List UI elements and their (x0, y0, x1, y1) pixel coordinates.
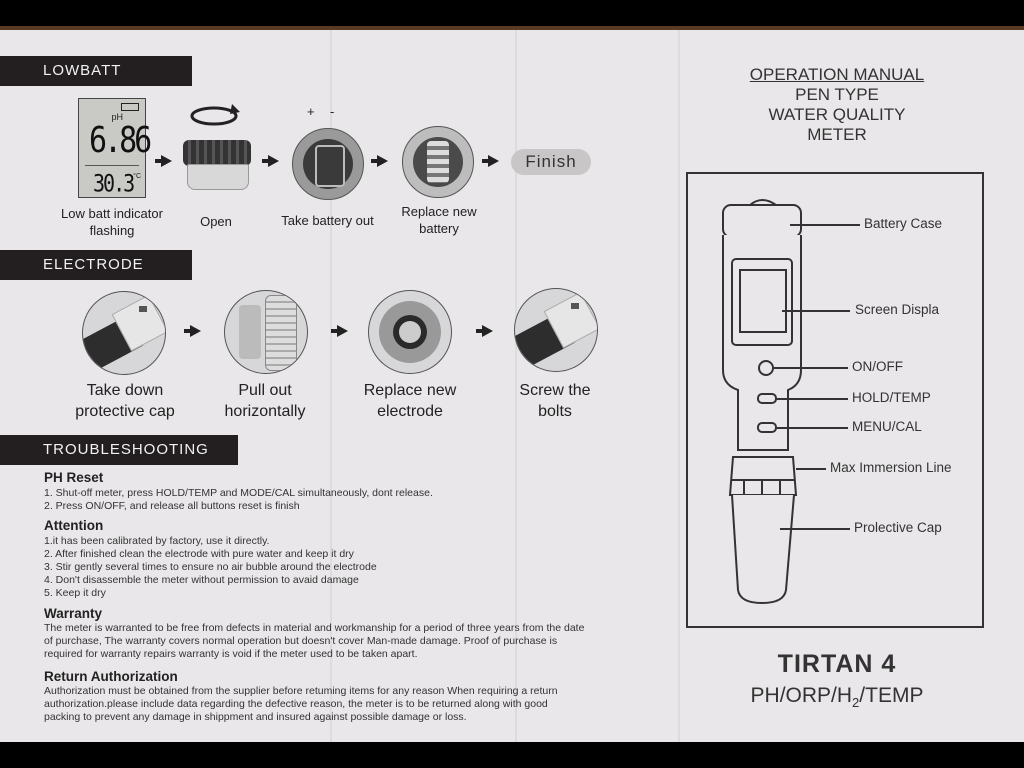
lcd-divider (85, 165, 139, 166)
new-battery-illustration (402, 126, 474, 198)
electrode-header: ELECTRODE (0, 250, 192, 280)
battery-case-label: Battery Case (864, 216, 943, 231)
step-low-batt-caption: Low batt indicator flashing (61, 206, 163, 238)
protective-cap-label: Prolective Cap (854, 520, 942, 535)
callout-line (776, 398, 848, 400)
warranty-text: The meter is warranted to be free from defects in material and workmanship for a period of three years from the date of purchase, The warranty covers normal operation but doesn't cover Man-made damage. Proof of purchase is required for warranty repairs warranty is void if the meter used to be taken apart. (44, 622, 585, 660)
step-replace-electrode-caption: Replace new electrode (363, 382, 457, 420)
screw-bolts-illustration (514, 288, 598, 372)
fold-line (678, 30, 680, 742)
screen-label: Screen Displa (855, 302, 940, 317)
product-name: TIRTAN 4 (777, 650, 897, 678)
lcd-display (78, 98, 150, 198)
callout-line (774, 367, 848, 369)
arrow-icon (337, 325, 348, 337)
return-auth-heading: Return Authorization (44, 669, 178, 684)
step-replace-battery-caption: Replace new battery (401, 204, 477, 236)
attention-heading: Attention (44, 518, 104, 533)
arrow-icon (190, 325, 201, 337)
arrow-icon (377, 155, 388, 167)
callout-line (780, 528, 850, 530)
finish-badge: Finish (511, 149, 591, 175)
return-auth-text: Authorization must be obtained from the supplier before retuming items for any reason When requiring a return authorization.please include data regarding the defective reason, the meter is to be returned along with good packing to prevent any damage in shippment and insured against possible damage or loss. (44, 685, 558, 723)
lowbatt-header: LOWBATT (0, 56, 192, 86)
attention-text: 1.it has been calibrated by factory, use it directly. 2. After finished clean the electrode with pure water and keep it dry 3. Stir gently several times to ensure no air bubble around the electrode 4. Don't disassemble the meter without permission to avaid damage 5. Keep it dry (44, 535, 377, 599)
replace-electrode-illustration (368, 290, 452, 374)
callout-line (796, 468, 826, 470)
temp-value: 30.3 (93, 168, 134, 198)
minus-sign: - (330, 104, 335, 119)
temp-unit: °C (133, 173, 141, 180)
callout-line (776, 427, 848, 429)
on-off-label: ON/OFF (852, 359, 903, 374)
battery-compartment-illustration (292, 128, 364, 200)
ph-reset-heading: PH Reset (44, 470, 104, 485)
pen-meter-illustration (718, 195, 808, 607)
menu-cal-label: MENU/CAL (852, 419, 922, 434)
battery-cap-illustration (183, 140, 251, 190)
pull-out-illustration (224, 290, 308, 374)
troubleshooting-header: TROUBLESHOOTING (0, 435, 238, 465)
product-model: $PH/ORP/H_2$/TEMP (750, 684, 924, 711)
step-open-caption: Open (200, 214, 232, 229)
ph-value: 6.86 (89, 119, 150, 162)
step-take-cap-caption: Take down protective cap (75, 382, 175, 420)
warranty-heading: Warranty (44, 606, 103, 621)
step-screw-bolts-caption: Screw the bolts (519, 382, 591, 420)
callout-line (790, 224, 860, 226)
max-immersion-label: Max Immersion Line (830, 460, 952, 475)
rotate-arrow-icon (186, 100, 242, 132)
arrow-icon (161, 155, 172, 167)
hold-temp-label: HOLD/TEMP (852, 390, 931, 405)
manual-title: OPERATION MANUAL (749, 65, 925, 84)
battery-icon (121, 103, 139, 111)
step-take-battery-caption: Take battery out (281, 213, 374, 228)
ph-reset-text: 1. Shut-off meter, press HOLD/TEMP and MODE/CAL simultaneously, dont release. 2. Press ON/OFF, and release all buttons reset is finish (44, 487, 433, 512)
arrow-icon (488, 155, 499, 167)
arrow-icon (268, 155, 279, 167)
ph-label: pH (111, 112, 123, 122)
take-cap-illustration (82, 291, 166, 375)
callout-line (782, 310, 850, 312)
manual-subtitle: PEN TYPE WATER QUALITY METER (768, 85, 906, 144)
step-pull-out-caption: Pull out horizontally (224, 382, 306, 420)
plus-sign: + (307, 104, 315, 119)
arrow-icon (482, 325, 493, 337)
